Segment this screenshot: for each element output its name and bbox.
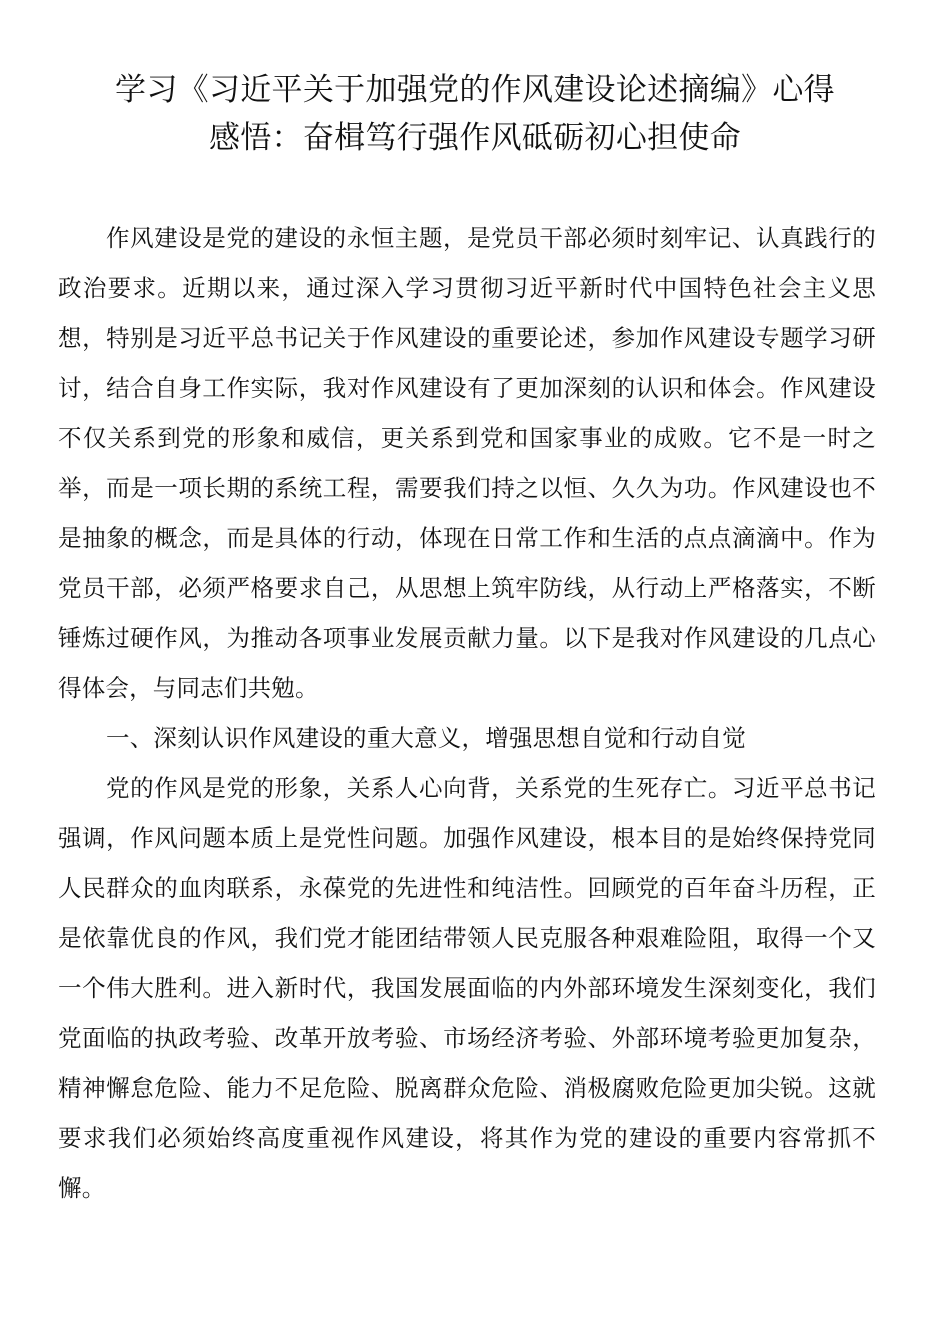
title-line-2: 感悟：奋楫笃行强作风砥砺初心担使命 [208,120,742,156]
document-body [58,213,876,1213]
section-heading-1: 一、深刻认识作风建设的重大意义，增强思想自觉和行动自觉 [106,724,746,752]
title-line-1: 学习《习近平关于加强党的作风建设论述摘编》心得 [115,72,835,108]
document-title [58,66,892,162]
section-1-paragraph: 党的作风是党的形象，关系人心向背，关系党的生死存亡。习近平总书记强调，作风问题本质上是党性问题。加强作风建设，根本目的是始终保持党同人民群众的血肉联系，永葆党的先进性和纯洁性。回顾党的百年奋斗历程，正是依靠优良的作风，我们党才能团结带领人民克服各种艰难险阻，取得一个又一个伟大胜利。进入新时代，我国发展面临的内外部环境发生深刻变化，我们党面临的执政考验、改革开放考验、市场经济考验、外部环境考验更加复杂，精神懈怠危险、能力不足危险、脱离群众危险、消极腐败危险更加尖锐。这就要求我们必须始终高度重视作风建设，将其作为党的建设的重要内容常抓不懈。 [58,774,876,1202]
intro-paragraph: 作风建设是党的建设的永恒主题，是党员干部必须时刻牢记、认真践行的政治要求。近期以来，通过深入学习贯彻习近平新时代中国特色社会主义思想，特别是习近平总书记关于作风建设的重要论述，参加作风建设专题学习研讨，结合自身工作实际，我对作风建设有了更加深刻的认识和体会。作风建设不仅关系到党的形象和威信，更关系到党和国家事业的成败。它不是一时之举，而是一项长期的系统工程，需要我们持之以恒、久久为功。作风建设也不是抽象的概念，而是具体的行动，体现在日常工作和生活的点点滴滴中。作为党员干部，必须严格要求自己，从思想上筑牢防线，从行动上严格落实，不断锤炼过硬作风，为推动各项事业发展贡献力量。以下是我对作风建设的几点心得体会，与同志们共勉。 [58,224,876,702]
